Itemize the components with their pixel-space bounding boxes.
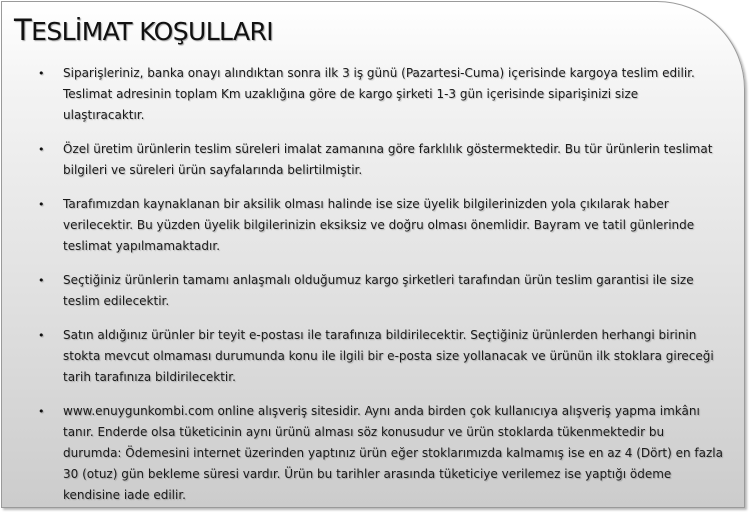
bullet-icon: •: [38, 329, 45, 342]
term-item-6: [2, 401, 723, 506]
bullet-icon: •: [38, 405, 45, 418]
bullet-icon: •: [38, 143, 45, 156]
bullet-icon: •: [38, 274, 45, 287]
term-item-4: [2, 270, 723, 312]
page-title: [14, 13, 273, 47]
term-text: Seçtiğiniz ürünlerin tamamı anlaşmalı olduğumuz kargo şirketleri tarafından ürün teslim garantisi ile size teslim edilecektir.: [63, 273, 694, 308]
term-item-5: [2, 325, 723, 388]
term-text: Özel üretim ürünlerin teslim süreleri imalat zamanına göre farklılık göstermektedir. Bu tür ürünlerin teslimat bilgileri ve süreleri ürün sayfalarında belirtilmiştir.: [63, 142, 713, 177]
term-item-3: [2, 194, 723, 257]
term-item-1: [2, 63, 723, 126]
term-text: Tarafımızdan kaynaklanan bir aksilik olması halinde ise size üyelik bilgilerinizden yola çıkılarak haber verilecektir. Bu yüzden üyelik bilgilerinizin eksiksiz ve doğru olması önemlidir. Bayram ve tatil günlerinde teslimat yapılmamaktadır.: [63, 197, 695, 253]
bullet-icon: •: [38, 67, 45, 80]
term-text: Siparişleriniz, banka onayı alındıktan sonra ilk 3 iş günü (Pazartesi-Cuma) içerisinde kargoya teslim edilir. Teslimat adresinin toplam Km uzaklığına göre de kargo şirketi 1-3 gün içerisinde siparişinizi size ulaştıracaktır.: [63, 66, 695, 122]
delivery-terms-panel: [1, 1, 745, 508]
terms-list: [2, 63, 723, 508]
bullet-icon: •: [38, 198, 45, 211]
term-text: www.enuygunkombi.com online alışveriş sitesidir. Aynı anda birden çok kullanıcıya alışveriş yapma imkânı tanır. Enderde olsa tüketicinin aynı ürünü alması söz konusudur ve ürün stoklarda tükenmektedir bu durumda: Ödemesini internet üzerinden yaptınız ürün eğer stoklarımızda kalmamış ise en az 4 (Dört) en fazla 30 (otuz) gün bekleme süresi vardır. Ürün bu tarihler arasında tüketiciye verilemez ise yaptığı ödeme kendisine iade edilir.: [63, 404, 723, 502]
page-title-rest: ESLİMAT KOŞULLARI: [31, 17, 273, 46]
term-text: Satın aldığınız ürünler bir teyit e-postası ile tarafınıza bildirilecektir. Seçtiğiniz ürünlerden herhangi birinin stokta mevcut olmaması durumunda konu ile ilgili bir e-posta size yollanacak ve ürünün ilk stoklara gireceği tarih tarafınıza bildirilecektir.: [63, 328, 714, 384]
term-item-2: [2, 139, 723, 181]
page-title-initial: T: [14, 13, 32, 47]
